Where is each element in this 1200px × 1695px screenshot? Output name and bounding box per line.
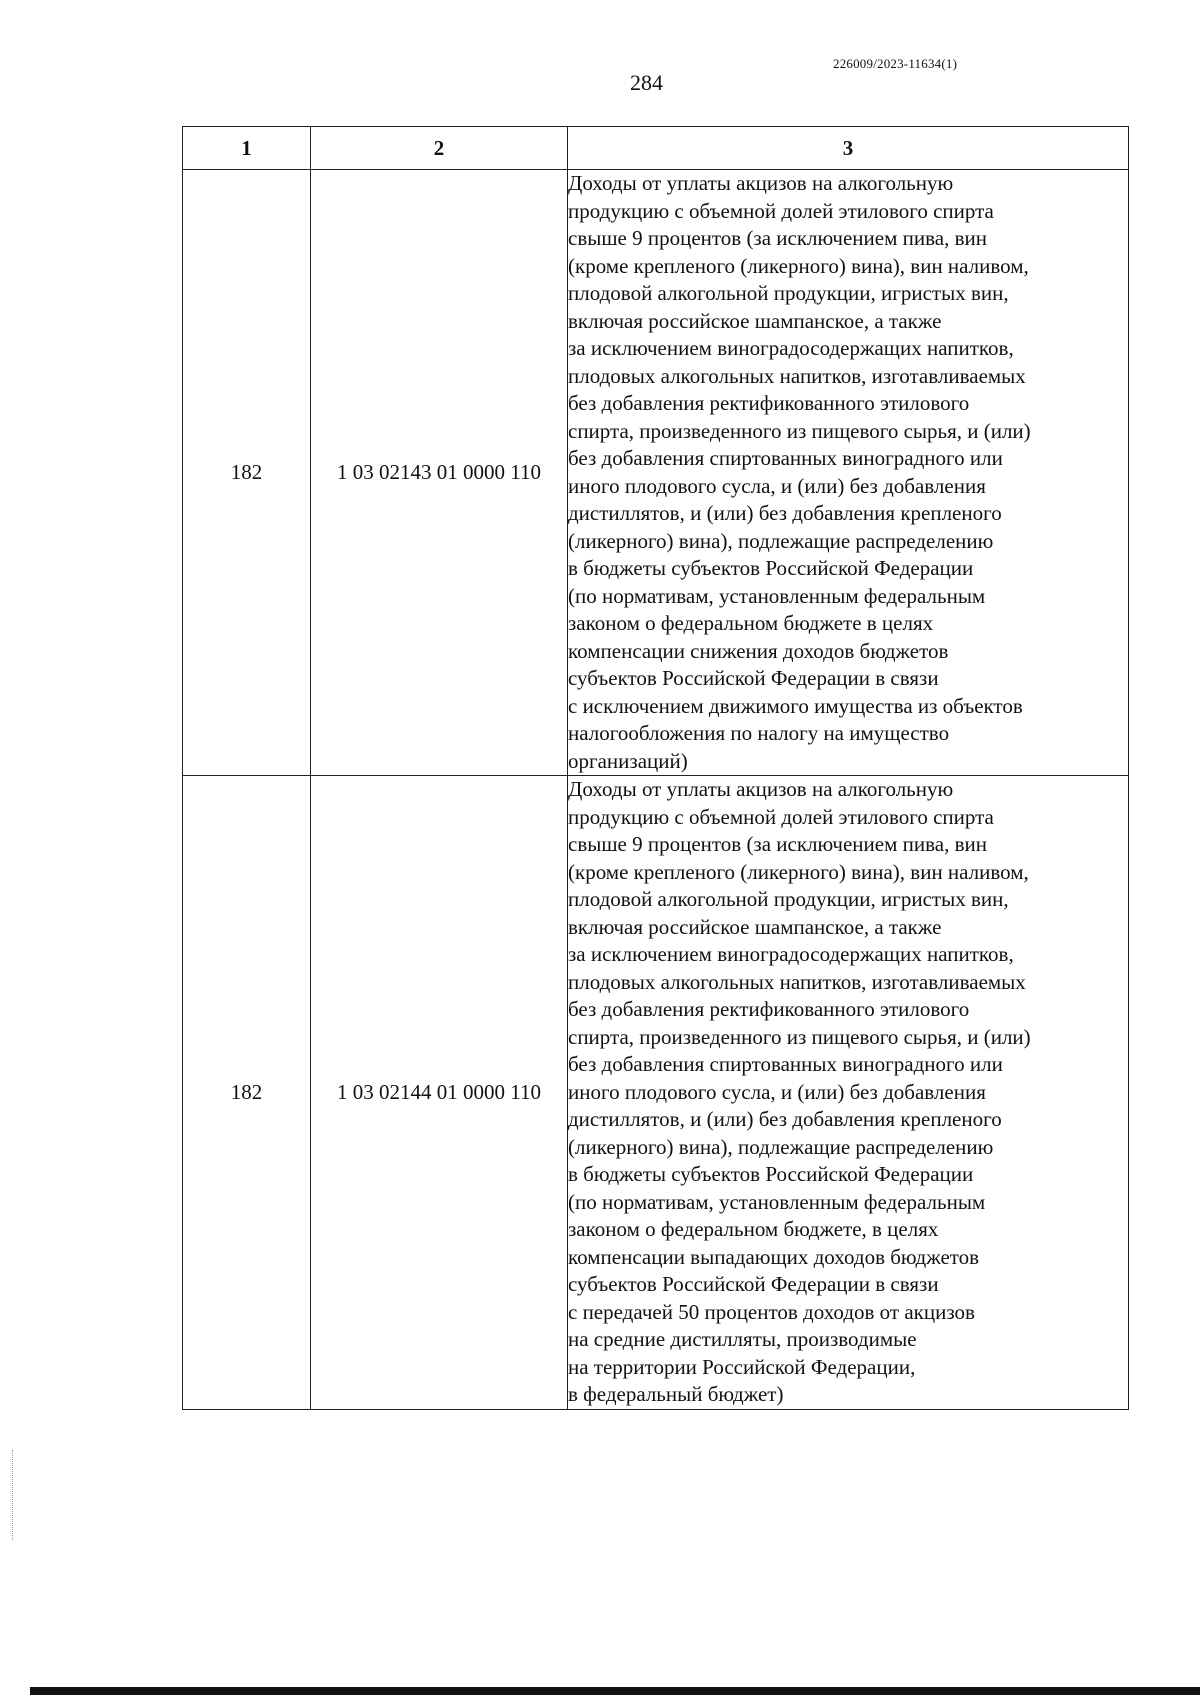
description-line: организаций) (568, 748, 688, 773)
description-line: плодовых алкогольных напитков, изготавливаемых (568, 363, 1026, 388)
income-description-cell (568, 776, 1129, 1410)
description-line: включая российское шампанское, а также (568, 308, 942, 333)
description-line: без добавления спиртованных виноградного или (568, 1052, 1003, 1076)
income-description-cell (568, 170, 1129, 776)
document-id: 226009/2023-11634(1) (833, 56, 958, 71)
scan-edge-bar (30, 1687, 1200, 1695)
description-line: в федеральный бюджет) (568, 1382, 784, 1406)
scan-margin-marks (12, 1450, 15, 1540)
description-line: субъектов Российской Федерации в связи (568, 666, 939, 690)
administrator-code-cell: 182 (183, 776, 311, 1410)
description-line: законом о федеральном бюджете, в целях (568, 1217, 939, 1241)
description-line: дистиллятов, и (или) без добавления крепленого (568, 501, 1002, 525)
description-line: Доходы от уплаты акцизов на алкогольную (568, 777, 954, 801)
description-line: с исключением движимого имущества из объектов (568, 693, 1023, 718)
column-header-2: 2 (311, 127, 568, 170)
description-line: субъектов Российской Федерации в связи (568, 1272, 939, 1296)
description-line: налогообложения по налогу на имущество (568, 721, 950, 745)
description-line: без добавления ректификованного этилового (568, 997, 970, 1021)
description-line: в бюджеты субъектов Российской Федерации (568, 1162, 974, 1186)
description-line: компенсации снижения доходов бюджетов (568, 638, 949, 663)
description-line: плодовой алкогольной продукции, игристых вин, (568, 281, 1009, 305)
description-line: свыше 9 процентов (за исключением пива, вин (568, 226, 987, 250)
column-header-1: 1 (183, 127, 311, 170)
table-body (183, 170, 1129, 1410)
budget-codes-table (182, 126, 1129, 1410)
page-number: 284 (630, 70, 663, 95)
description-line: в бюджеты субъектов Российской Федерации (568, 556, 974, 580)
description-line: за исключением виноградосодержащих напитков, (568, 942, 1014, 966)
description-line: на средние дистилляты, производимые (568, 1327, 917, 1351)
description-line: спирта, произведенного из пищевого сырья, и (или) (568, 1024, 1031, 1049)
description-line: (кроме крепленого (ликерного) вина), вин наливом, (568, 859, 1029, 884)
description-line: дистиллятов, и (или) без добавления крепленого (568, 1107, 1002, 1131)
description-line: продукцию с объемной долей этилового спирта (568, 804, 994, 829)
table-header (183, 127, 1129, 170)
description-line: на территории Российской Федерации, (568, 1354, 916, 1379)
column-header-3: 3 (568, 127, 1129, 170)
table-header-row (183, 127, 1129, 170)
description-line: (по нормативам, установленным федеральным (568, 1189, 986, 1214)
description-line: законом о федеральном бюджете в целях (568, 611, 934, 635)
description-line: с передачей 50 процентов доходов от акцизов (568, 1299, 975, 1324)
description-line: (ликерного) вина), подлежащие распределению (568, 528, 994, 553)
description-line: за исключением виноградосодержащих напитков, (568, 336, 1014, 360)
description-line: плодовых алкогольных напитков, изготавливаемых (568, 969, 1026, 994)
description-line: свыше 9 процентов (за исключением пива, вин (568, 832, 987, 856)
description-line: (кроме крепленого (ликерного) вина), вин наливом, (568, 253, 1029, 278)
description-line: включая российское шампанское, а также (568, 914, 942, 939)
description-line: (по нормативам, установленным федеральным (568, 583, 986, 608)
description-line: без добавления спиртованных виноградного или (568, 446, 1003, 470)
description-line: компенсации выпадающих доходов бюджетов (568, 1244, 980, 1269)
description-line: без добавления ректификованного этилового (568, 391, 970, 415)
administrator-code-cell: 182 (183, 170, 311, 776)
table-row (183, 776, 1129, 1410)
budget-classification-code-cell: 1 03 02144 01 0000 110 (311, 776, 568, 1410)
description-line: плодовой алкогольной продукции, игристых вин, (568, 887, 1009, 911)
table-row (183, 170, 1129, 776)
description-line: иного плодового сусла, и (или) без добавления (568, 473, 986, 498)
description-line: (ликерного) вина), подлежащие распределению (568, 1134, 994, 1159)
description-line: иного плодового сусла, и (или) без добавления (568, 1079, 986, 1104)
description-line: спирта, произведенного из пищевого сырья, и (или) (568, 418, 1031, 443)
description-line: Доходы от уплаты акцизов на алкогольную (568, 171, 954, 195)
budget-classification-code-cell: 1 03 02143 01 0000 110 (311, 170, 568, 776)
description-line: продукцию с объемной долей этилового спирта (568, 198, 994, 223)
